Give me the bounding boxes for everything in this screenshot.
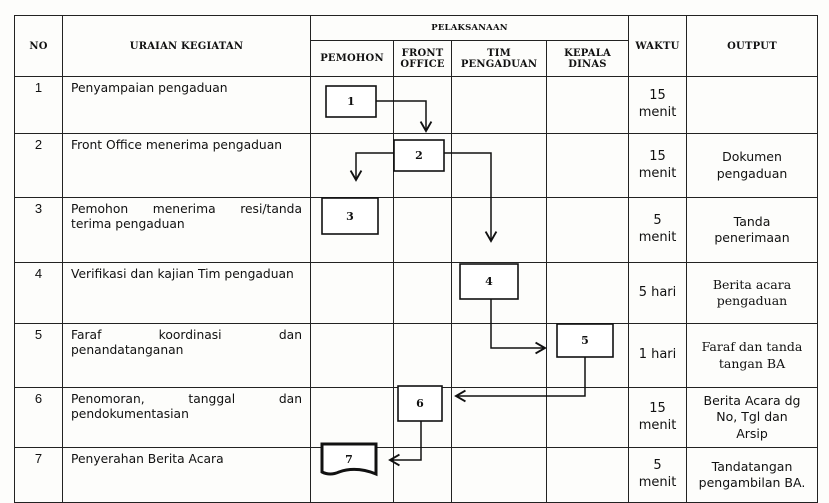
row-description: Faraf koordinasi dan penandatanganan (63, 324, 311, 388)
flow-arrow-5-6 (456, 357, 585, 396)
row-output: Tandatangan pengambilan BA. (687, 448, 818, 503)
row-waktu: 15 menit (629, 77, 687, 134)
flow-arrow-6-7 (390, 421, 421, 460)
flow-arrow-1-2 (376, 101, 426, 131)
header-front-office: FRONT OFFICE (394, 41, 452, 77)
row-description: Front Office menerima pengaduan (63, 134, 311, 198)
header-waktu: WAKTU (629, 16, 687, 77)
header-pemohon: PEMOHON (311, 41, 394, 77)
header-tim-pengaduan: TIM PENGADUAN (452, 41, 547, 77)
box-label-2: 2 (415, 149, 423, 162)
row-number: 6 (15, 388, 63, 448)
box-label-6: 6 (416, 397, 424, 410)
flow-arrow-2-3 (356, 153, 394, 180)
row-output: Tanda penerimaan (687, 198, 818, 263)
header-uraian: URAIAN KEGIATAN (63, 16, 311, 77)
header-output: OUTPUT (687, 16, 818, 77)
row-description: Penyerahan Berita Acara (63, 448, 311, 503)
row-output: Dokumen pengaduan (687, 134, 818, 198)
row-output: Berita Acara dg No, Tgl dan Arsip (687, 388, 818, 448)
row-waktu: 5 hari (629, 263, 687, 324)
row-waktu: 15 menit (629, 134, 687, 198)
row-description: Penyampaian pengaduan (63, 77, 311, 134)
row-waktu: 5 menit (629, 448, 687, 503)
box-label-1: 1 (347, 95, 355, 108)
row-number: 5 (15, 324, 63, 388)
row-waktu: 5 menit (629, 198, 687, 263)
row-waktu: 1 hari (629, 324, 687, 388)
row-number: 2 (15, 134, 63, 198)
row-number: 3 (15, 198, 63, 263)
row-waktu: 15 menit (629, 388, 687, 448)
header-no: NO (15, 16, 63, 77)
box-label-4: 4 (485, 275, 493, 288)
row-number: 4 (15, 263, 63, 324)
row-number: 1 (15, 77, 63, 134)
flow-arrow-4-5 (491, 299, 545, 348)
row-number: 7 (15, 448, 63, 503)
box-label-7: 7 (345, 453, 353, 466)
row-description: Verifikasi dan kajian Tim pengaduan (63, 263, 311, 324)
row-description: Pemohon menerima resi/tanda terima pengaduan (63, 198, 311, 263)
row-output: Berita acara pengaduan (687, 263, 818, 324)
row-description: Penomoran, tanggal dan pendokumentasian (63, 388, 311, 448)
box-label-5: 5 (581, 334, 589, 347)
header-kepala-dinas: KEPALA DINAS (547, 41, 629, 77)
row-output: Faraf dan tanda tangan BA (687, 324, 818, 388)
box-label-3: 3 (346, 210, 354, 223)
flow-arrow-2-4 (444, 153, 491, 241)
header-pelaksanaan: PELAKSANAAN (311, 16, 629, 41)
